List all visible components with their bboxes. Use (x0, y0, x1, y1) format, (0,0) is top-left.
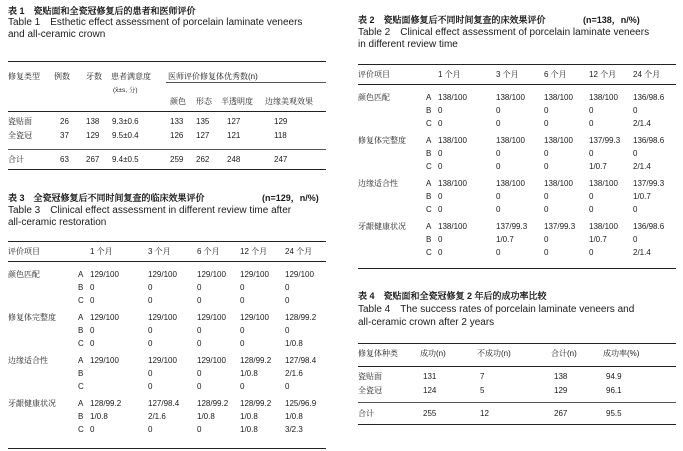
table3-cell: 0 (197, 425, 202, 434)
table2-cell: 0 (544, 205, 549, 214)
table1-doctor-subrule (166, 82, 326, 83)
table1-cell-sat: 9.5±0.4 (112, 131, 139, 140)
table1-header-cases: 例数 (54, 72, 70, 81)
table2-cell: 0 (496, 119, 501, 128)
table4-header-1: 成功(n) (420, 349, 446, 358)
table3-cell: 0 (148, 382, 153, 391)
table4-cell: 129 (554, 386, 568, 395)
table2-cell: 0 (438, 119, 443, 128)
table3-cell: 125/96.9 (285, 399, 317, 408)
table3-cell: 0 (148, 369, 153, 378)
table4-cell: 94.9 (606, 372, 622, 381)
table4-total: 255 (423, 409, 437, 418)
table1-header-rule (8, 111, 326, 112)
table3-header-0: 评价项目 (8, 247, 40, 256)
table3-group-2: 边缘适合性 (8, 356, 48, 365)
table3-cell: 0 (90, 425, 95, 434)
table1-total-teeth: 267 (86, 155, 100, 164)
table3-cell: 0 (148, 296, 153, 305)
table2-grade: B (426, 106, 432, 115)
table3-cell: 2/1.6 (285, 369, 303, 378)
table3-title-cn: 表 3 全瓷冠修复后不同时间复查的临床效果评价 (8, 193, 205, 203)
table3-grade: A (78, 313, 84, 322)
table3-cell: 0 (148, 283, 153, 292)
table2-cell: 138/100 (438, 136, 467, 145)
table2-cell: 2/1.4 (633, 162, 651, 171)
table2-grade: A (426, 136, 432, 145)
table4-header-rule (358, 366, 676, 367)
table4-total: 95.5 (606, 409, 622, 418)
table3-cell: 0 (197, 369, 202, 378)
table2-cell: 0 (438, 106, 443, 115)
table2-cell: 0 (438, 248, 443, 257)
table4-cell: 96.1 (606, 386, 622, 395)
table2-cell: 0 (438, 149, 443, 158)
table3-cell: 1/0.8 (90, 412, 108, 421)
table2-cell: 138/100 (438, 222, 467, 231)
table2-cell: 0 (589, 119, 594, 128)
table1-cell-overall: 129 (274, 117, 288, 126)
table4-total: 合计 (358, 409, 374, 418)
table1-header-color: 颜色 (170, 97, 186, 106)
table3-cell: 129/100 (90, 356, 119, 365)
table2-cell: 1/0.7 (589, 162, 607, 171)
table1-top-rule (8, 61, 326, 62)
table1-total-cases: 63 (60, 155, 69, 164)
table2-cell: 0 (438, 205, 443, 214)
table1-total-form: 262 (196, 155, 210, 164)
table3-cell: 128/99.2 (285, 313, 317, 322)
table1-header-satisfaction: 患者满意度 (111, 72, 151, 81)
table4-header-2: 不成功(n) (477, 349, 511, 358)
table3-cell: 0 (240, 382, 245, 391)
table1-total-overall: 247 (274, 155, 288, 164)
table3-grade: B (78, 369, 84, 378)
table1-cell-type: 全瓷冠 (8, 131, 32, 140)
table2-cell: 0 (589, 149, 594, 158)
table3-cell: 0 (285, 283, 290, 292)
table3-bottom-rule (8, 448, 326, 449)
table1-header-satisfaction-unit: (x̄±s, 分) (113, 87, 138, 94)
table4-title-cn: 表 4 瓷贴面和全瓷冠修复 2 年后的成功率比较 (358, 291, 547, 301)
table2-cell: 137/99.3 (496, 222, 528, 231)
table2-group-3: 牙龈健康状况 (358, 222, 406, 231)
table2-cell: 138/100 (438, 93, 467, 102)
table2-cell: 0 (544, 192, 549, 201)
table3-group-0: 颜色匹配 (8, 270, 40, 279)
table4-cell: 7 (480, 372, 485, 381)
table3-cell: 0 (90, 326, 95, 335)
table2-cell: 0 (496, 106, 501, 115)
table3-cell: 129/100 (240, 313, 269, 322)
table2-cell: 0 (544, 235, 549, 244)
table3-group-3: 牙龈健康状况 (8, 399, 56, 408)
table3-header-5: 24 个月 (285, 247, 313, 256)
table3-cell: 1/0.8 (240, 369, 258, 378)
table3-header-4: 12 个月 (240, 247, 268, 256)
table2-cell: 0 (589, 106, 594, 115)
table3-grade: C (78, 296, 84, 305)
table1-cell-form: 135 (196, 117, 210, 126)
table4-header-0: 修复体种类 (358, 349, 398, 358)
table3-header-rule (8, 261, 326, 262)
table1-total-type: 合计 (8, 155, 24, 164)
table2-cell: 1/0.7 (589, 235, 607, 244)
table1-total-color: 259 (170, 155, 184, 164)
table3-cell: 129/100 (148, 356, 177, 365)
table3-title-en-line1: Table 3 Clinical effect assessment in different review time after (8, 205, 292, 216)
table3-grade: B (78, 283, 84, 292)
table2-cell: 138/100 (544, 136, 573, 145)
table1-cell-sat: 9.3±0.6 (112, 117, 139, 126)
table1-cell-cases: 37 (60, 131, 69, 140)
table2-cell: 0 (633, 235, 638, 244)
table4-cell: 124 (423, 386, 437, 395)
table3-top-rule (8, 241, 326, 242)
table2-cell: 0 (496, 162, 501, 171)
table1-cell-form: 127 (196, 131, 210, 140)
table2-title-en-line1: Table 2 Clinical effect assessment of porcelain laminate veneers (358, 27, 650, 38)
table1-header-overall: 边缘美观效果 (265, 97, 313, 106)
table3-cell: 129/100 (90, 313, 119, 322)
table2-cell: 2/1.4 (633, 248, 651, 257)
table2-grade: A (426, 179, 432, 188)
table3-cell: 0 (148, 425, 153, 434)
table2-header-5: 24 个月 (633, 70, 661, 79)
table2-cell: 0 (496, 149, 501, 158)
table2-grade: A (426, 93, 432, 102)
table3-cell: 129/100 (197, 313, 226, 322)
table3-cell: 128/99.2 (90, 399, 122, 408)
table2-cell: 138/100 (438, 179, 467, 188)
table4-title-en-line1: Table 4 The success rates of porcelain laminate veneers and (358, 304, 635, 315)
table2-cell: 136/98.6 (633, 136, 665, 145)
table2-cell: 0 (633, 205, 638, 214)
table3-grade: B (78, 412, 84, 421)
table2-cell: 137/99.3 (589, 136, 621, 145)
table1-cell-overall: 118 (274, 131, 287, 140)
table3-cell: 129/100 (148, 313, 177, 322)
table4-bottom-rule (358, 424, 676, 425)
table1-total-rule (8, 149, 326, 150)
table1-cell-color: 133 (170, 117, 184, 126)
table1-cell-trans: 127 (227, 117, 241, 126)
table3-cell: 0 (240, 326, 245, 335)
table2-cell: 136/98.6 (633, 222, 665, 231)
table2-grade: C (426, 119, 432, 128)
table3-cell: 0 (285, 326, 290, 335)
table3-grade: B (78, 326, 84, 335)
table3-grade: A (78, 399, 84, 408)
table1-cell-cases: 26 (60, 117, 69, 126)
table2-cell: 0 (589, 248, 594, 257)
table2-group-2: 边缘适合性 (358, 179, 398, 188)
table2-group-1: 修复体完整度 (358, 136, 406, 145)
table2-title-cn: 表 2 瓷贴面修复后不同时间复查的床效果评价 (358, 15, 546, 25)
table3-header-2: 3 个月 (148, 247, 171, 256)
table2-cell: 138/100 (496, 136, 525, 145)
table3-cell: 0 (240, 339, 245, 348)
table2-cell: 0 (633, 149, 638, 158)
table4-cell: 5 (480, 386, 485, 395)
table2-header-1: 1 个月 (438, 70, 461, 79)
table2-cell: 0 (544, 162, 549, 171)
table4-header-4: 成功率(%) (603, 349, 640, 358)
table2-grade: C (426, 205, 432, 214)
table1-total-sat: 9.4±0.5 (112, 155, 139, 164)
table2-cell: 0 (496, 192, 501, 201)
table3-cell: 0 (285, 296, 290, 305)
table3-cell: 1/0.8 (285, 339, 303, 348)
table2-cell: 137/99.3 (544, 222, 576, 231)
table1-cell-teeth: 129 (86, 131, 100, 140)
table2-header-0: 评价项目 (358, 70, 390, 79)
table3-cell: 129/100 (240, 270, 269, 279)
table1-header-form: 形态 (196, 97, 212, 106)
table1-header-doctor: 医师评价修复体优秀数(n) (168, 72, 258, 81)
table2-cell: 0 (544, 149, 549, 158)
table3-grade: C (78, 425, 84, 434)
table2-cell: 138/100 (589, 222, 618, 231)
table3-cell: 0 (285, 382, 290, 391)
table3-cell: 129/100 (148, 270, 177, 279)
table3-cell: 0 (197, 283, 202, 292)
table3-group-1: 修复体完整度 (8, 313, 56, 322)
table3-cell: 129/100 (285, 270, 314, 279)
table3-cell: 129/100 (90, 270, 119, 279)
table2-cell: 0 (544, 119, 549, 128)
table2-cell: 0 (544, 106, 549, 115)
table3-title-n: (n=129，n/%) (262, 193, 319, 203)
table2-cell: 138/100 (496, 93, 525, 102)
table2-cell: 138/100 (544, 93, 573, 102)
table2-cell: 2/1.4 (633, 119, 651, 128)
table2-group-0: 颜色匹配 (358, 93, 390, 102)
table1-title-en-line1: Table 1 Esthetic effect assessment of porcelain laminate veneers (8, 17, 303, 28)
table2-cell: 0 (438, 192, 443, 201)
table3-cell: 0 (197, 382, 202, 391)
table3-cell: 1/0.8 (285, 412, 303, 421)
table2-grade: B (426, 235, 432, 244)
table3-header-1: 1 个月 (90, 247, 113, 256)
table2-cell: 138/100 (589, 179, 618, 188)
table1-total-trans: 248 (227, 155, 241, 164)
table4-cell: 131 (423, 372, 437, 381)
table3-grade: C (78, 382, 84, 391)
table4-cell: 全瓷冠 (358, 386, 382, 395)
table3-cell: 0 (90, 339, 95, 348)
table3-cell: 1/0.8 (197, 412, 215, 421)
table3-cell: 0 (90, 296, 95, 305)
table4-title-en-line2: all-ceramic crown after 2 years (358, 317, 495, 328)
table1-bottom-rule (8, 169, 326, 170)
table2-cell: 0 (544, 248, 549, 257)
table3-cell: 0 (90, 283, 95, 292)
table2-cell: 1/0.7 (633, 192, 651, 201)
table2-cell: 0 (496, 205, 501, 214)
table3-cell: 128/99.2 (240, 399, 272, 408)
table3-grade: C (78, 339, 84, 348)
table2-header-4: 12 个月 (589, 70, 617, 79)
table1-title-cn: 表 1 瓷贴面和全瓷冠修复后的患者和医师评价 (8, 6, 196, 16)
table4-total: 12 (480, 409, 489, 418)
table2-grade: C (426, 248, 432, 257)
table2-header-2: 3 个月 (496, 70, 519, 79)
table1-cell-type: 瓷贴面 (8, 117, 32, 126)
table2-top-rule (358, 64, 676, 65)
table2-cell: 0 (589, 192, 594, 201)
table1-cell-color: 126 (170, 131, 184, 140)
table4-cell: 瓷贴面 (358, 372, 382, 381)
table3-cell: 128/99.2 (197, 399, 229, 408)
table4-total-rule (358, 402, 676, 403)
table2-header-rule (358, 84, 676, 85)
table2-cell: 136/98.6 (633, 93, 665, 102)
table2-grade: B (426, 192, 432, 201)
table2-cell: 0 (438, 162, 443, 171)
table3-cell: 2/1.6 (148, 412, 166, 421)
table3-cell: 128/99.2 (240, 356, 272, 365)
table2-grade: A (426, 222, 432, 231)
table3-cell: 129/100 (197, 356, 226, 365)
table3-cell: 129/100 (197, 270, 226, 279)
table2-title-en-line2: in different review time (358, 39, 458, 50)
table2-title-n: (n=138，n/%) (583, 15, 640, 25)
table3-cell: 0 (148, 326, 153, 335)
table1-header-teeth: 牙数 (86, 72, 102, 81)
table1-title-en-line2: and all-ceramic crown (8, 29, 106, 40)
table1-cell-trans: 121 (227, 131, 241, 140)
table2-cell: 0 (496, 248, 501, 257)
table2-cell: 0 (633, 106, 638, 115)
table3-cell: 3/2.3 (285, 425, 303, 434)
table1-cell-teeth: 138 (86, 117, 100, 126)
table3-grade: A (78, 356, 84, 365)
table2-bottom-rule (358, 268, 676, 269)
table2-cell: 138/100 (496, 179, 525, 188)
table2-cell: 138/100 (544, 179, 573, 188)
table3-cell: 0 (197, 326, 202, 335)
table3-cell: 1/0.8 (240, 425, 258, 434)
table4-header-3: 合计(n) (551, 349, 577, 358)
table3-title-en-line2: all-ceramic restoration (8, 217, 107, 228)
table4-cell: 138 (554, 372, 568, 381)
table3-grade: A (78, 270, 84, 279)
table4-top-rule (358, 343, 676, 344)
table1-header-translucency: 半透明度 (221, 97, 253, 106)
table3-header-3: 6 个月 (197, 247, 220, 256)
table2-cell: 137/99.3 (633, 179, 665, 188)
table2-header-3: 6 个月 (544, 70, 567, 79)
table3-cell: 127/98.4 (285, 356, 317, 365)
table3-cell: 0 (197, 296, 202, 305)
table3-cell: 0 (240, 296, 245, 305)
table3-cell: 0 (148, 339, 153, 348)
table2-cell: 138/100 (589, 93, 618, 102)
table3-cell: 127/98.4 (148, 399, 180, 408)
table3-cell: 0 (240, 283, 245, 292)
table2-grade: C (426, 162, 432, 171)
table3-cell: 1/0.8 (240, 412, 258, 421)
table2-cell: 0 (589, 205, 594, 214)
table2-cell: 1/0.7 (496, 235, 514, 244)
table2-grade: B (426, 149, 432, 158)
table3-cell: 0 (197, 339, 202, 348)
table4-total: 267 (554, 409, 568, 418)
table1-header-type: 修复类型 (8, 72, 40, 81)
table2-cell: 0 (438, 235, 443, 244)
